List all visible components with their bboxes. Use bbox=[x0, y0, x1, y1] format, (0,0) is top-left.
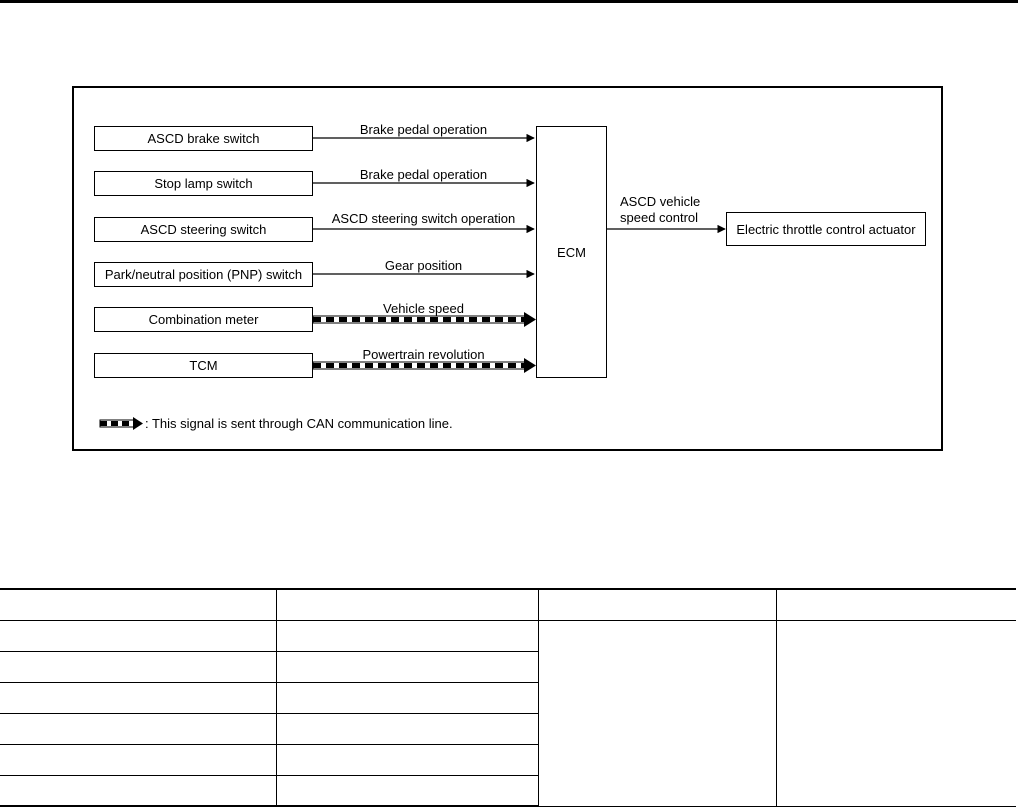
output-box-throttle-actuator: Electric throttle control actuator bbox=[726, 212, 926, 246]
input-box-pnp-switch: Park/neutral position (PNP) switch bbox=[94, 262, 313, 287]
legend-can-sample bbox=[100, 417, 143, 430]
table-cell bbox=[0, 620, 276, 651]
table-cell bbox=[0, 775, 276, 806]
signal-label: Brake pedal operation bbox=[359, 167, 488, 182]
table-cell bbox=[538, 589, 776, 620]
table-cell bbox=[0, 713, 276, 744]
input-box-combination-meter: Combination meter bbox=[94, 307, 313, 332]
table-cell bbox=[276, 651, 538, 682]
legend-text: : This signal is sent through CAN communication line. bbox=[145, 416, 453, 431]
input-box-asc-steering-switch: ASCD steering switch bbox=[94, 217, 313, 242]
table-cell bbox=[276, 775, 538, 806]
table-cell bbox=[0, 744, 276, 775]
output-signal-label-line2: speed control bbox=[620, 210, 699, 225]
signal-label: ASCD steering switch operation bbox=[331, 211, 516, 226]
signal-label: Gear position bbox=[384, 258, 463, 273]
table-cell bbox=[276, 713, 538, 744]
output-signal-label-line1: ASCD vehicle bbox=[620, 194, 701, 209]
input-box-tcm: TCM bbox=[94, 353, 313, 378]
signal-label: Brake pedal operation bbox=[359, 122, 488, 137]
table-merged-cell bbox=[538, 620, 776, 806]
table-cell bbox=[276, 620, 538, 651]
table-cell bbox=[276, 682, 538, 713]
signal-label: Vehicle speed bbox=[383, 301, 464, 316]
table-header-row bbox=[0, 589, 1016, 620]
table-cell bbox=[776, 589, 1016, 620]
table-cell bbox=[0, 682, 276, 713]
signal-label: Powertrain revolution bbox=[362, 347, 485, 362]
input-box-stop-lamp-switch: Stop lamp switch bbox=[94, 171, 313, 196]
table-merged-cell bbox=[776, 620, 1016, 806]
table-row bbox=[0, 620, 1016, 651]
table-cell bbox=[0, 651, 276, 682]
table-cell bbox=[276, 744, 538, 775]
input-box-asc-brake-switch: ASCD brake switch bbox=[94, 126, 313, 151]
ecm-box: ECM bbox=[536, 126, 607, 378]
table-cell bbox=[276, 589, 538, 620]
empty-table bbox=[0, 588, 1016, 807]
table-cell bbox=[0, 589, 276, 620]
